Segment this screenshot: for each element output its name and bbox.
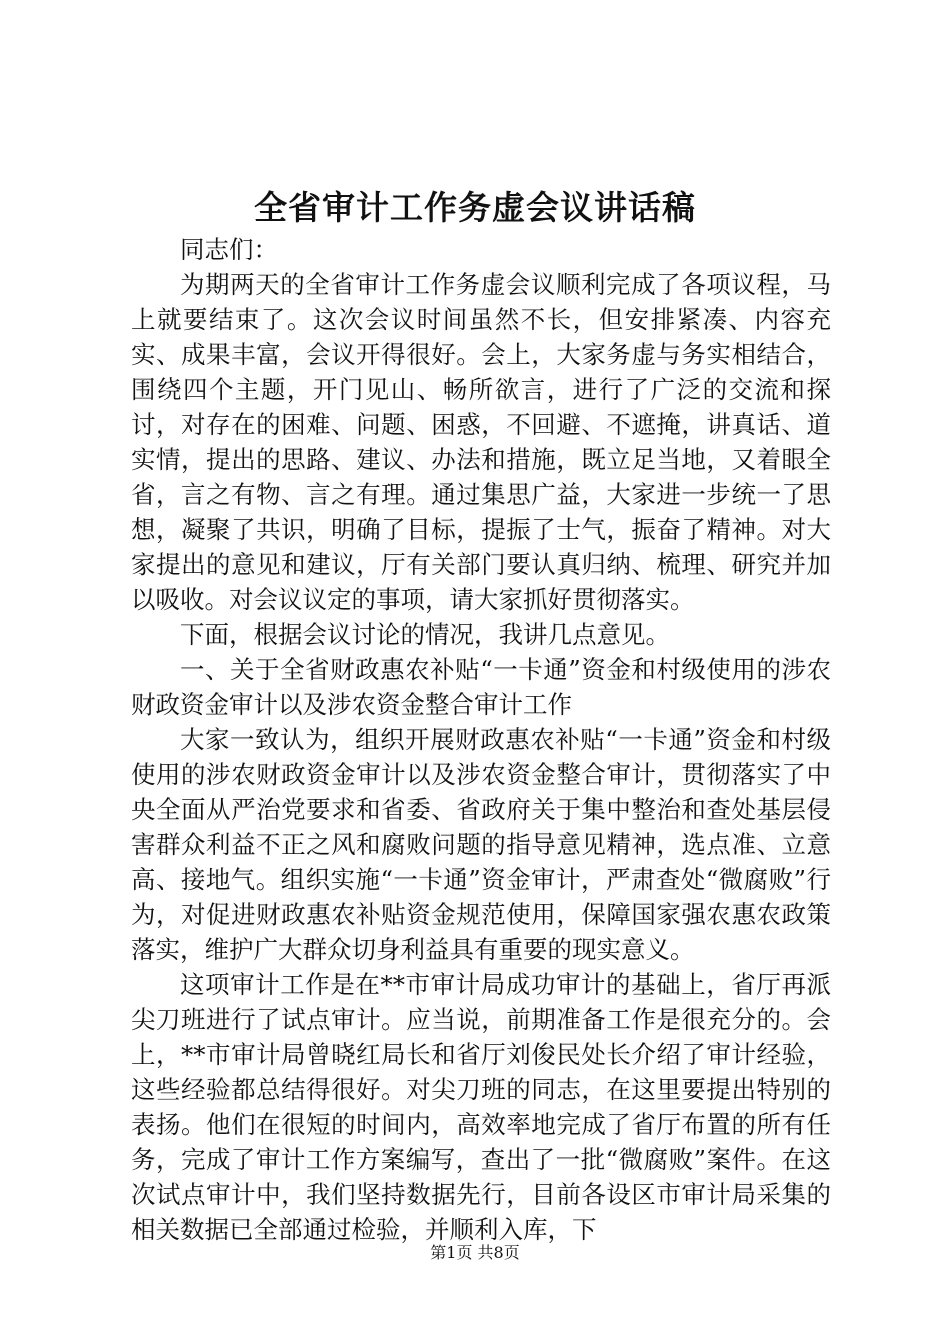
body-paragraph: 大家一致认为，组织开展财政惠农补贴“一卡通”资金和村级使用的涉农财政资金审计以及涉农资金整合审计，贯彻落实了中央全面从严治党要求和省委、省政府关于集中整治和查处基层侵害群众利益不正之风和腐败问题的指导意见精神，选点准、立意高、接地气。组织实施“一卡通”资金审计，严肃查处“微腐败”行为，对促进财政惠农补贴资金规范使用，保障国家强农惠农政策落实，维护广大群众切身利益具有重要的现实意义。 — [131, 725, 831, 964]
salutation-paragraph: 同志们： — [180, 235, 278, 264]
body-paragraph: 这项审计工作是在**市审计局成功审计的基础上，省厅再派尖刀班进行了试点审计。应当说，前期准备工作是很充分的。会上，**市审计局曾晓红局长和省厅刘俊民处长介绍了审计经验，这些经验都总结得很好。对尖刀班的同志，在这里要提出特别的表扬。他们在很短的时间内，高效率地完成了省厅布置的所有任务，完成了审计工作方案编写，查出了一批“微腐败”案件。在这次试点审计中，我们坚持数据先行，目前各设区市审计局采集的相关数据已全部通过检验，并顺利入库，下 — [131, 970, 831, 1244]
document-title: 全省审计工作务虚会议讲话稿 — [254, 188, 696, 227]
body-paragraph: 为期两天的全省审计工作务虚会议顺利完成了各项议程，马上就要结束了。这次会议时间虽然不长，但安排紧凑、内容充实、成果丰富，会议开得很好。会上，大家务虚与务实相结合，围绕四个主题，开门见山、畅所欲言，进行了广泛的交流和探讨，对存在的困难、问题、困惑，不回避、不遮掩，讲真话、道实情，提出的思路、建议、办法和措施，既立足当地，又着眼全省，言之有物、言之有理。通过集思广益，大家进一步统一了思想，凝聚了共识，明确了目标，提振了士气，振奋了精神。对大家提出的意见和建议，厅有关部门要认真归纳、梳理、研究并加以吸收。对会议议定的事项，请大家抓好贯彻落实。 — [131, 270, 831, 614]
document-body — [131, 232, 831, 1247]
page-number-footer: 第1页 共8页 — [430, 1243, 520, 1262]
section-heading: 一、关于全省财政惠农补贴“一卡通”资金和村级使用的涉农财政资金审计以及涉农资金整合审计工作 — [131, 655, 831, 719]
body-paragraph: 下面，根据会议讨论的情况，我讲几点意见。 — [180, 620, 670, 649]
